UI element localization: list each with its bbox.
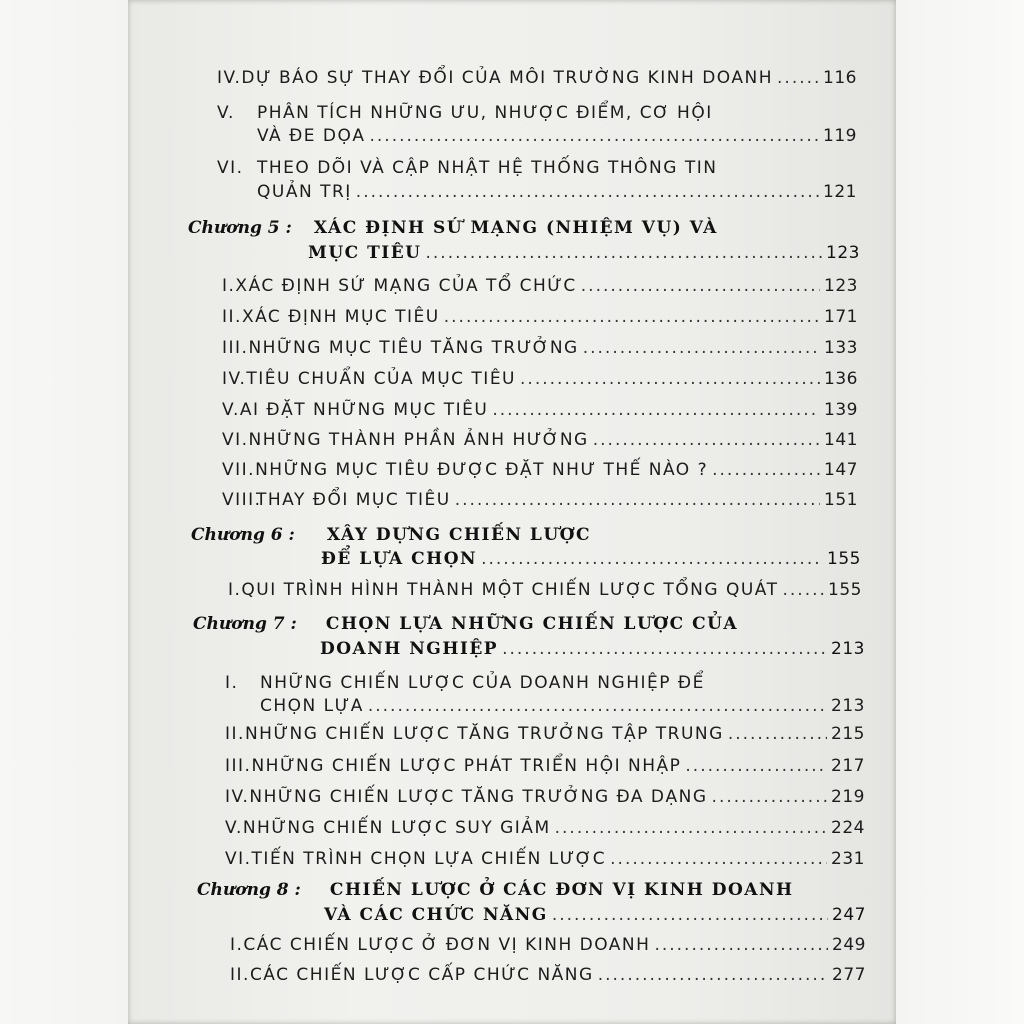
entry-title-cont: CHỌN LỰA [260,696,364,716]
dot-leader [444,307,820,327]
toc-entry [222,460,858,480]
entry-page: 121 [823,182,857,202]
entry-title: NHỮNG CHIẾN LƯỢC TĂNG TRƯỞNG TẬP TRUNG [244,724,724,744]
chapter-page: 123 [826,243,860,263]
entry-number: III. [225,756,252,776]
entry-number: VI. [217,158,244,178]
toc-entry-line1 [217,158,857,178]
entry-page: 141 [824,430,858,450]
entry-title: NHỮNG MỤC TIÊU ĐƯỢC ĐẶT NHƯ THẾ NÀO ? [255,460,709,480]
dot-leader [520,369,820,389]
dot-leader [712,460,820,480]
toc-entry [225,787,865,807]
entry-number: II. [222,307,242,327]
entry-page: 119 [823,126,857,146]
entry-title-cont: QUẢN TRỊ [257,182,352,202]
toc-entry [222,490,858,510]
chapter-page: 247 [832,905,866,925]
entry-number: I. [228,580,242,600]
entry-title: NHỮNG THÀNH PHẦN ẢNH HƯỞNG [248,430,589,450]
entry-number: I. [225,673,239,693]
dot-leader [782,580,824,600]
toc-entry-line1 [225,673,865,693]
chapter-title-cont: VÀ CÁC CHỨC NĂNG [324,905,548,925]
entry-number: I. [230,935,244,955]
chapter-heading-line2 [308,243,860,263]
entry-number: IV. [217,68,242,88]
entry-number: V. [225,818,243,838]
entry-title: CÁC CHIẾN LƯỢC CẤP CHỨC NĂNG [249,965,594,985]
entry-page: 224 [831,818,865,838]
dot-leader [610,849,827,869]
entry-title: TIÊU CHUẨN CỦA MỤC TIÊU [246,369,517,389]
entry-title: NHỮNG CHIẾN LƯỢC SUY GIẢM [242,818,551,838]
entry-number: VIII. [222,490,262,510]
chapter-heading [188,218,718,238]
entry-page: 217 [831,756,865,776]
toc-entry [230,935,866,955]
entry-page: 215 [831,724,865,744]
entry-page: 116 [823,68,857,88]
dot-leader [492,400,820,420]
entry-title: NHỮNG CHIẾN LƯỢC CỦA DOANH NGHIỆP ĐỂ [260,673,705,693]
entry-page: 249 [832,935,866,955]
entry-page: 231 [831,849,865,869]
entry-number: V. [222,400,240,420]
dot-leader [368,696,827,716]
entry-title: NHỮNG CHIẾN LƯỢC PHÁT TRIỂN HỘI NHẬP [251,756,682,776]
entry-number: V. [217,103,235,123]
chapter-title: CHỌN LỰA NHỮNG CHIẾN LƯỢC CỦA [325,614,739,634]
entry-title: CÁC CHIẾN LƯỢC Ở ĐƠN VỊ KINH DOANH [243,935,651,955]
entry-number: II. [230,965,250,985]
entry-title: DỰ BÁO SỰ THAY ĐỔI CỦA MÔI TRƯỜNG KINH DOANH [241,68,774,88]
entry-number: III. [222,338,249,358]
toc-entry [222,307,858,327]
toc-entry-line2 [260,696,865,716]
dot-leader [455,490,820,510]
dot-leader [552,905,828,925]
toc-entry-line2 [257,126,857,146]
dot-leader [555,818,827,838]
entry-title: THAY ĐỔI MỤC TIÊU [256,490,451,510]
chapter-heading [193,614,738,634]
entry-title-cont: VÀ ĐE DỌA [257,126,366,146]
dot-leader [654,935,828,955]
dot-leader [712,787,828,807]
entry-page: 139 [824,400,858,420]
entry-title: NHỮNG CHIẾN LƯỢC TĂNG TRƯỞNG ĐA DẠNG [249,787,708,807]
dot-leader [598,965,828,985]
entry-title: XÁC ĐỊNH MỤC TIÊU [241,307,440,327]
dot-leader [593,430,820,450]
toc-entry [222,430,858,450]
chapter-heading [191,525,591,545]
chapter-label: Chương 8 : [197,880,301,900]
chapter-title-cont: DOANH NGHIỆP [320,639,499,659]
entry-title: AI ĐẶT NHỮNG MỤC TIÊU [239,400,489,420]
entry-number: VII. [222,460,256,480]
entry-number: VI. [222,430,249,450]
toc-entry [225,849,865,869]
dot-leader [502,639,827,659]
entry-title: NHỮNG MỤC TIÊU TĂNG TRƯỞNG [248,338,579,358]
entry-title: QUI TRÌNH HÌNH THÀNH MỘT CHIẾN LƯỢC TỔNG QUÁT [241,580,779,600]
toc-entry [222,369,858,389]
entry-page: 213 [831,696,865,716]
entry-page: 136 [824,369,858,389]
toc-entry-line2 [257,182,857,202]
entry-page: 219 [831,787,865,807]
entry-number: IV. [222,369,247,389]
toc-entry [222,338,858,358]
toc-entry [225,818,865,838]
toc-entry [225,756,865,776]
entry-page: 277 [832,965,866,985]
dot-leader [583,338,820,358]
chapter-label: Chương 5 : [188,218,292,238]
dot-leader [370,126,820,146]
chapter-title: XÂY DỰNG CHIẾN LƯỢC [326,525,592,545]
chapter-heading-line2 [324,905,866,925]
dot-leader [777,68,819,88]
dot-leader [425,243,822,263]
entry-page: 123 [824,276,858,296]
dot-leader [481,549,823,569]
entry-number: IV. [225,787,250,807]
entry-number: VI. [225,849,252,869]
entry-page: 151 [824,490,858,510]
entry-title: THEO DÕI VÀ CẬP NHẬT HỆ THỐNG THÔNG TIN [257,158,718,178]
chapter-title-cont: MỤC TIÊU [308,243,422,263]
entry-page: 133 [824,338,858,358]
dot-leader [581,276,820,296]
dot-leader [685,756,827,776]
chapter-title: XÁC ĐỊNH SỨ MẠNG (NHIỆM VỤ) VÀ [313,218,718,238]
dot-leader [728,724,827,744]
entry-page: 155 [828,580,862,600]
toc-entry [230,965,866,985]
chapter-heading [197,880,794,900]
entry-number: I. [222,276,236,296]
toc-entry [217,68,857,88]
chapter-page: 155 [827,549,861,569]
toc-entry [222,400,858,420]
entry-number: II. [225,724,245,744]
chapter-heading-line2 [320,639,865,659]
toc-entry [225,724,865,744]
toc-entry-line1 [217,103,857,123]
entry-page: 147 [824,460,858,480]
entry-title: TIẾN TRÌNH CHỌN LỰA CHIẾN LƯỢC [251,849,607,869]
toc-entry [222,276,858,296]
chapter-page: 213 [831,639,865,659]
entry-title: PHÂN TÍCH NHỮNG ƯU, NHƯỢC ĐIỂM, CƠ HỘI [257,103,713,123]
chapter-title-cont: ĐỂ LỰA CHỌN [321,549,478,569]
entry-title: XÁC ĐỊNH SỨ MẠNG CỦA TỔ CHỨC [235,276,577,296]
chapter-label: Chương 6 : [191,525,295,545]
toc-entry [228,580,862,600]
chapter-title: CHIẾN LƯỢC Ở CÁC ĐƠN VỊ KINH DOANH [329,880,794,900]
chapter-label: Chương 7 : [193,614,297,634]
entry-page: 171 [824,307,858,327]
chapter-heading-line2 [321,549,861,569]
dot-leader [356,182,819,202]
